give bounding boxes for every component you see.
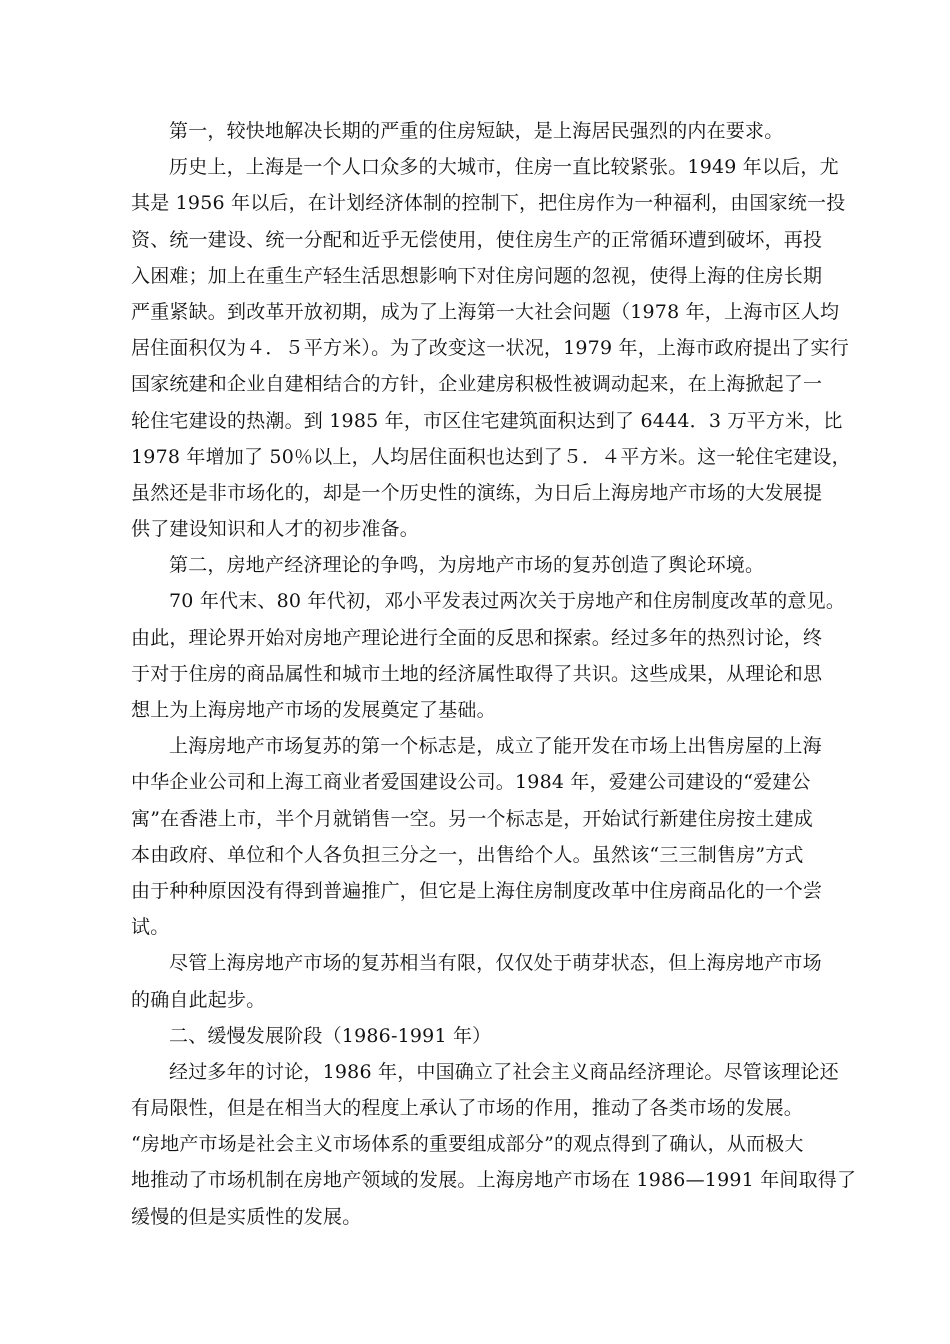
- text-line: 试。: [131, 916, 170, 939]
- text-line: 有局限性，但是在相当大的程度上承认了市场的作用，推动了各类市场的发展。: [131, 1097, 804, 1120]
- text-line: 1978 年增加了 50％以上，人均居住面积也达到了５．４平方米。这一轮住宅建设，: [131, 445, 851, 468]
- text-line: 国家统建和企业自建相结合的方针，企业建房积极性被调动起来，在上海掀起了一: [131, 373, 823, 396]
- text-line: 寓”在香港上市，半个月就销售一空。另一个标志是，开始试行新建住房按土建成: [131, 807, 813, 830]
- text-line: 由于种种原因没有得到普遍推广，但它是上海住房制度改革中住房商品化的一个尝: [131, 879, 823, 902]
- paragraph: [131, 547, 831, 583]
- text-line: 轮住宅建设的热潮。到 1985 年，市区住宅建筑面积达到了 6444．3 万平方米，比: [131, 409, 843, 432]
- text-line: 于对于住房的商品属性和城市土地的经济属性取得了共识。这些成果，从理论和思: [131, 662, 823, 685]
- paragraph: [131, 728, 831, 945]
- text-line: 第二，房地产经济理论的争鸣，为房地产市场的复苏创造了舆论环境。: [169, 554, 765, 577]
- paragraph: [131, 113, 831, 149]
- text-line: 严重紧缺。到改革开放初期，成为了上海第一大社会问题（1978 年，上海市区人均: [131, 300, 840, 323]
- text-line: 入困难；加上在重生产轻生活思想影响下对住房问题的忽视，使得上海的住房长期: [131, 264, 823, 287]
- paragraph: [131, 1054, 857, 1235]
- paragraph: [131, 945, 831, 1017]
- text-line: 中华企业公司和上海工商业者爱国建设公司。1984 年，爱建公司建设的“爱建公: [131, 771, 811, 794]
- paragraph: [131, 583, 846, 728]
- text-line: 缓慢的但是实质性的发展。: [131, 1205, 362, 1228]
- text-line: 历史上，上海是一个人口众多的大城市，住房一直比较紧张。1949 年以后，尤: [169, 156, 839, 179]
- text-line: 供了建设知识和人才的初步准备。: [131, 518, 420, 541]
- text-line: “房地产市场是社会主义市场体系的重要组成部分”的观点得到了确认，从而极大: [131, 1133, 804, 1156]
- document-body: [131, 113, 857, 1235]
- text-line: 地推动了市场机制在房地产领域的发展。上海房地产市场在 1986—1991 年间取得了: [131, 1169, 857, 1192]
- text-line: 第一，较快地解决长期的严重的住房短缺，是上海居民强烈的内在要求。: [169, 120, 784, 142]
- paragraph: [131, 149, 851, 547]
- text-line: 虽然还是非市场化的，却是一个历史性的演练，为日后上海房地产市场的大发展提: [131, 481, 823, 504]
- text-line: 的确自此起步。: [131, 988, 266, 1011]
- text-line: 二、缓慢发展阶段（1986-1991 年）: [169, 1024, 492, 1047]
- text-line: 由此，理论界开始对房地产理论进行全面的反思和探索。经过多年的热烈讨论，终: [131, 626, 823, 649]
- text-line: 经过多年的讨论，1986 年，中国确立了社会主义商品经济理论。尽管该理论还: [169, 1060, 839, 1083]
- text-line: 想上为上海房地产市场的发展奠定了基础。: [131, 699, 496, 721]
- section-heading: [131, 1018, 831, 1054]
- text-line: 上海房地产市场复苏的第一个标志是，成立了能开发在市场上出售房屋的上海: [169, 735, 822, 758]
- text-line: 70 年代末、80 年代初，邓小平发表过两次关于房地产和住房制度改革的意见。: [169, 590, 846, 613]
- text-line: 居住面积仅为４．５平方米）。为了改变这一状况，1979 年，上海市政府提出了实行: [131, 337, 849, 360]
- text-line: 本由政府、单位和个人各负担三分之一，出售给个人。虽然该“三三制售房”方式: [131, 843, 804, 866]
- text-line: 其是 1956 年以后，在计划经济体制的控制下，把住房作为一种福利，由国家统一投: [131, 192, 846, 215]
- text-line: 尽管上海房地产市场的复苏相当有限，仅仅处于萌芽状态，但上海房地产市场: [169, 952, 822, 975]
- text-line: 资、统一建设、统一分配和近乎无偿使用，使住房生产的正常循环遭到破坏，再投: [131, 228, 823, 251]
